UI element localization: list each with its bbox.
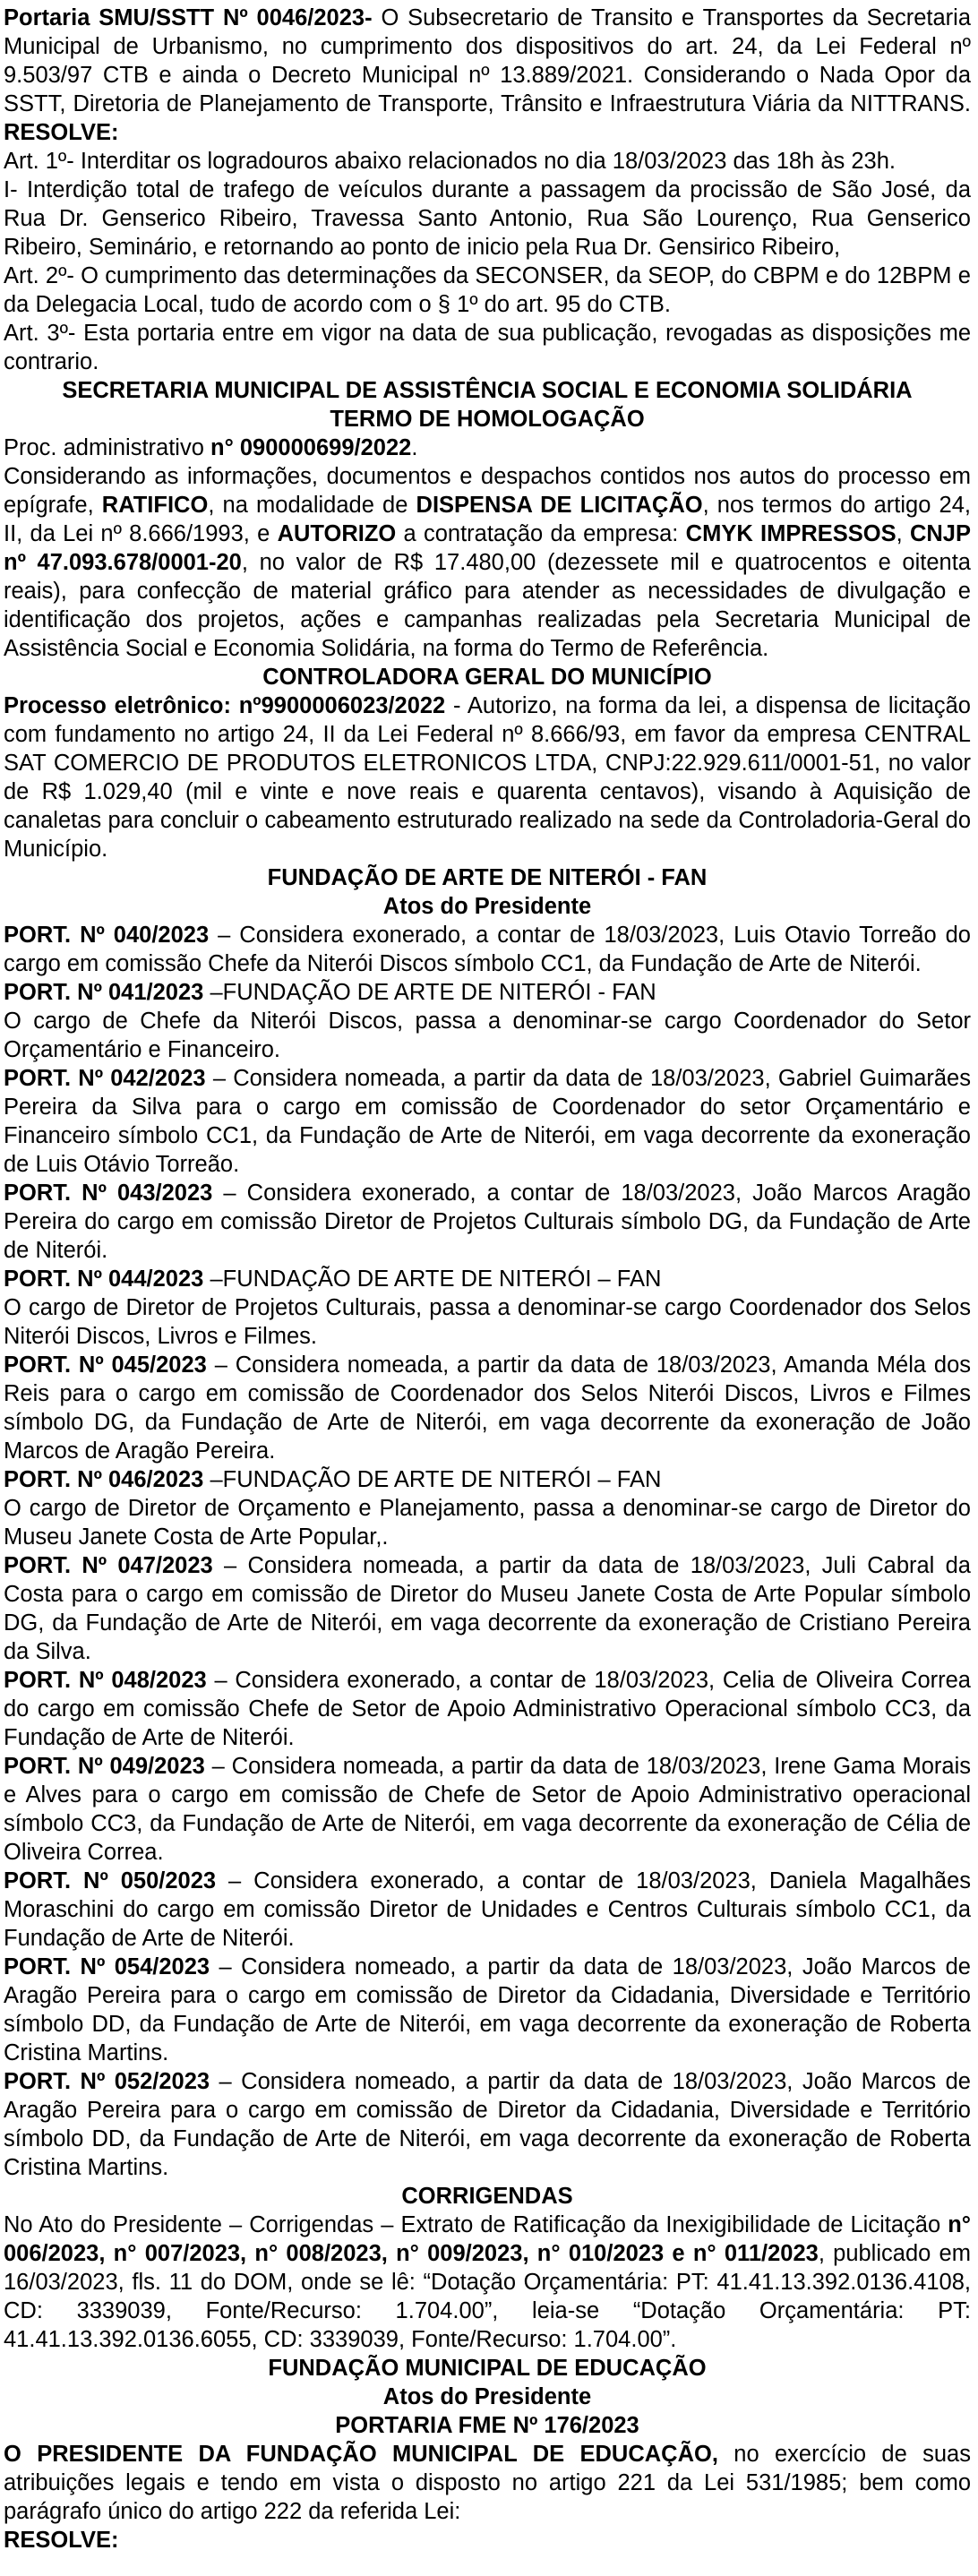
text-run: – Considera nomeado, a partir da data de 18/03/2023, João Marcos de Aragão Pereira para o cargo em comissão de Diretor da Cidadania, Diversidade e Território símbolo DD, da Fundação de Arte de Niterói, em vaga decorrente da exoneração de Roberta Cristina Martins. xyxy=(4,2069,971,2180)
paragraph xyxy=(4,176,971,262)
text-run: –FUNDAÇÃO DE ARTE DE NITERÓI - FAN xyxy=(203,980,656,1005)
paragraph xyxy=(4,2440,971,2526)
bold-text: RATIFICO xyxy=(101,493,209,518)
text-run: Atos do Presidente xyxy=(382,2384,592,2409)
bold-text: CNJP nº 47.093.678/0001-20 xyxy=(4,521,971,575)
text-run: Considerando as informações, documentos e despachos contidos nos autos do processo em epígrafe, xyxy=(4,464,971,518)
paragraph xyxy=(4,434,971,462)
bold-text: PORT. Nº 040/2023 xyxy=(4,923,210,948)
text-run: O Subsecretario de Transito e Transportes da Secretaria Municipal de Urbanismo, no cumprimento dos dispositivos do art. 24, da Lei Federal nº 9.503/97 CTB e ainda o Decreto Municipal nº 13.889/2021. Considerando o Nada Opor da SSTT, Diretoria de Planejamento de Transporte, Trânsito e Infraestrutura Viária da NITTRANS. xyxy=(4,5,972,116)
paragraph xyxy=(4,2526,971,2555)
bold-text: CMYK IMPRESSOS xyxy=(685,521,896,546)
bold-text: Portaria SMU/SSTT Nº 0046/2023- xyxy=(4,5,373,30)
text-run: – Considera exonerado, a contar de 18/03/2023, Daniela Magalhães Moraschini do cargo em comissão Diretor de Unidades e Centros Culturais símbolo CC1, da Fundação de Arte de Niterói. xyxy=(4,1868,972,1951)
text-run: no exercício de suas atribuições legais e tendo em vista o disposto no artigo 221 da Lei 531/1985; bem como parágrafo único do artigo 222 da referida Lei: xyxy=(4,2442,971,2524)
text-run: . xyxy=(411,435,418,460)
bold-text: PORT. Nº 044/2023 xyxy=(4,1267,204,1292)
paragraph xyxy=(4,262,971,319)
paragraph xyxy=(4,2211,971,2354)
text-run: TERMO DE HOMOLOGAÇÃO xyxy=(330,407,645,432)
paragraph xyxy=(4,1179,971,1265)
paragraph xyxy=(4,1666,971,1752)
bold-text: PORT. Nº 052/2023 xyxy=(4,2069,210,2094)
text-run: O cargo de Chefe da Niterói Discos, passa a denominar-se cargo Coordenador do Setor Orçamentário e Financeiro. xyxy=(4,1009,971,1062)
paragraph xyxy=(4,921,971,978)
section-heading xyxy=(4,2383,971,2411)
section-heading xyxy=(4,863,971,892)
paragraph xyxy=(4,1867,971,1953)
text-run: No Ato do Presidente – Corrigendas – Extrato de Ratificação da Inexigibilidade de Licitação xyxy=(4,2212,948,2237)
text-run: – Considera exonerado, a contar de 18/03/2023, Luis Otavio Torreão do cargo em comissão Chefe da Niterói Discos símbolo CC1, da Fundação de Arte de Niterói. xyxy=(4,923,971,976)
text-run: , na modalidade de xyxy=(208,493,416,518)
paragraph xyxy=(4,1752,971,1867)
text-run: SECRETARIA MUNICIPAL DE ASSISTÊNCIA SOCIAL E ECONOMIA SOLIDÁRIA xyxy=(62,378,913,403)
paragraph xyxy=(4,1465,971,1494)
section-heading xyxy=(4,892,971,921)
bold-text: RESOLVE: xyxy=(4,120,119,145)
text-run: , nos termos do artigo 24, II, da Lei nº 8.666/1993, e xyxy=(4,493,971,546)
paragraph xyxy=(4,1494,971,1551)
text-run: , publicado em 16/03/2023, fls. 11 do DOM, onde se lê: “Dotação Orçamentária: PT: 41.41.13.392.0136.4108, CD: 3339039, Fonte/Recurso: 1.704.00”, leia-se “Dotação Orçamentária: PT: 41.41.13.392.0136.6055, CD: 3339039, Fonte/Recurso: 1.704.00”. xyxy=(4,2241,971,2352)
paragraph xyxy=(4,319,971,376)
bold-text: PORT. Nº 046/2023 xyxy=(4,1467,204,1492)
section-heading xyxy=(4,2182,971,2211)
text-run: O cargo de Diretor de Projetos Culturais, passa a denominar-se cargo Coordenador dos Selos Niterói Discos, Livros e Filmes. xyxy=(4,1295,971,1349)
paragraph xyxy=(4,1064,971,1179)
paragraph xyxy=(4,1953,971,2067)
bold-text: PORT. Nº 050/2023 xyxy=(4,1868,217,1893)
paragraph xyxy=(4,4,971,147)
bold-text: Processo eletrônico: nº9900006023/2022 xyxy=(4,693,446,718)
text-run: O cargo de Diretor de Orçamento e Planejamento, passa a denominar-se cargo de Diretor do Museu Janete Costa de Arte Popular,. xyxy=(4,1496,971,1550)
bold-text: DISPENSA DE LICITAÇÃO xyxy=(416,493,703,518)
text-run: – Considera exonerado, a contar de 18/03/2023, João Marcos Aragão Pereira do cargo em comissão Diretor de Projetos Culturais símbolo DG, da Fundação de Arte de Niterói. xyxy=(4,1181,971,1263)
text-run: – Considera nomeada, a partir da data de 18/03/2023, Juli Cabral da Costa para o cargo em comissão de Diretor do Museu Janete Costa de Arte Popular símbolo DG, da Fundação de Arte de Niterói, em vaga decorrente da exoneração de Cristiano Pereira da Silva. xyxy=(4,1553,971,1664)
paragraph xyxy=(4,691,971,863)
section-heading xyxy=(4,376,971,405)
bold-text: AUTORIZO xyxy=(277,521,397,546)
text-run: PORTARIA FME Nº 176/2023 xyxy=(335,2413,639,2438)
text-run: –FUNDAÇÃO DE ARTE DE NITERÓI – FAN xyxy=(203,1467,662,1492)
section-heading xyxy=(4,2411,971,2440)
text-run: – Considera nomeada, a partir da data de 18/03/2023, Gabriel Guimarães Pereira da Silva para o cargo em comissão de Coordenador do setor Orçamentário e Financeiro símbolo CC1, da Fundação de Arte de Niterói, em vaga decorrente da exoneração de Luis Otávio Torreão. xyxy=(4,1066,971,1177)
text-run: –FUNDAÇÃO DE ARTE DE NITERÓI – FAN xyxy=(203,1267,662,1292)
bold-text: PORT. Nº 042/2023 xyxy=(4,1066,206,1091)
bold-text: PORT. Nº 054/2023 xyxy=(4,1954,210,1979)
paragraph xyxy=(4,978,971,1007)
section-heading xyxy=(4,663,971,691)
bold-text: O PRESIDENTE DA FUNDAÇÃO MUNICIPAL DE EDUCAÇÃO, xyxy=(4,2442,718,2467)
paragraph xyxy=(4,1265,971,1293)
section-heading xyxy=(4,2354,971,2383)
bold-text: PORT. Nº 049/2023 xyxy=(4,1754,205,1779)
section-heading xyxy=(4,405,971,434)
text-run: Atos do Presidente xyxy=(382,894,592,919)
text-run: , xyxy=(896,521,910,546)
paragraph xyxy=(4,1551,971,1666)
text-run: – Considera nomeado, a partir da data de 18/03/2023, João Marcos de Aragão Pereira para o cargo em comissão de Diretor da Cidadania, Diversidade e Território símbolo DD, da Fundação de Arte de Niterói, em vaga decorrente da exoneração de Roberta Cristina Martins. xyxy=(4,1954,971,2065)
text-run: Proc. administrativo xyxy=(4,435,210,460)
text-run: - Autorizo, na forma da lei, a dispensa de licitação com fundamento no artigo 24, II da Lei Federal nº 8.666/93, em favor da empresa CENTRAL SAT COMERCIO DE PRODUTOS ELETRONICOS LTDA, CNPJ:22.929.611/0001-51, no valor de R$ 1.029,40 (mil e vinte e nove reais e quarenta centavos), visando à Aquisição de canaletas para concluir o cabeamento estruturado realizado na sede da Controladoria-Geral do Município. xyxy=(4,693,971,862)
bold-text: PORT. Nº 047/2023 xyxy=(4,1553,213,1578)
paragraph xyxy=(4,147,971,176)
text-run: – Considera nomeada, a partir da data de 18/03/2023, Irene Gama Morais e Alves para o cargo em comissão de Chefe de Setor de Apoio Administrativo operacional símbolo CC3, da Fundação de Arte de Niterói, em vaga decorrente da exoneração de Célia de Oliveira Correa. xyxy=(4,1754,971,1865)
text-run: – Considera exonerado, a contar de 18/03/2023, Celia de Oliveira Correa do cargo em comissão Chefe de Setor de Apoio Administrativo Operacional símbolo CC3, da Fundação de Arte de Niterói. xyxy=(4,1668,971,1750)
paragraph xyxy=(4,2067,971,2182)
text-run: Art. 3º- Esta portaria entre em vigor na data de sua publicação, revogadas as disposições me contrario. xyxy=(4,321,971,374)
bold-text: PORT. Nº 045/2023 xyxy=(4,1352,207,1378)
bold-text: PORT. Nº 041/2023 xyxy=(4,980,204,1005)
text-run: Art. 2º- O cumprimento das determinações da SECONSER, da SEOP, do CBPM e do 12BPM e da Delegacia Local, tudo de acordo com o § 1º do art. 95 do CTB. xyxy=(4,263,971,317)
text-run: Art. 1º- Interditar os logradouros abaixo relacionados no dia 18/03/2023 das 18h às 23h. xyxy=(4,149,896,174)
text-run: , no valor de R$ 17.480,00 (dezessete mil e quatrocentos e oitenta reais), para confecção de material gráfico para atender as necessidades de divulgação e identificação dos projetos, ações e campanhas realizadas pela Secretaria Municipal de Assistência Social e Economia Solidária, na forma do Termo de Referência. xyxy=(4,550,971,661)
bold-text: RESOLVE: xyxy=(4,2528,119,2553)
text-run: FUNDAÇÃO MUNICIPAL DE EDUCAÇÃO xyxy=(268,2356,707,2381)
paragraph xyxy=(4,1007,971,1064)
paragraph xyxy=(4,462,971,663)
bold-text: n° 090000699/2022 xyxy=(210,435,412,460)
text-run: – Considera nomeada, a partir da data de 18/03/2023, Amanda Méla dos Reis para o cargo em comissão de Coordenador dos Selos Niterói Discos, Livros e Filmes símbolo DG, da Fundação de Arte de Niterói, em vaga decorrente da exoneração de João Marcos de Aragão Pereira. xyxy=(4,1352,971,1464)
paragraph xyxy=(4,1351,971,1465)
bold-text: PORT. Nº 048/2023 xyxy=(4,1668,207,1693)
text-run: CONTROLADORA GERAL DO MUNICÍPIO xyxy=(262,665,712,690)
bold-text: n° 006/2023, n° 007/2023, n° 008/2023, n° 009/2023, n° 010/2023 e n° 011/2023 xyxy=(4,2212,971,2266)
paragraph xyxy=(4,1293,971,1351)
bold-text: PORT. Nº 043/2023 xyxy=(4,1181,213,1206)
text-run: I- Interdição total de trafego de veículos durante a passagem da procissão de São José, da Rua Dr. Genserico Ribeiro, Travessa Santo Antonio, Rua São Lourenço, Rua Genserico Ribeiro, Seminário, e retornando ao ponto de inicio pela Rua Dr. Gensirico Ribeiro, xyxy=(4,177,971,260)
text-run: CORRIGENDAS xyxy=(401,2184,573,2209)
text-run: FUNDAÇÃO DE ARTE DE NITERÓI - FAN xyxy=(267,865,708,890)
text-run: a contratação da empresa: xyxy=(396,521,686,546)
